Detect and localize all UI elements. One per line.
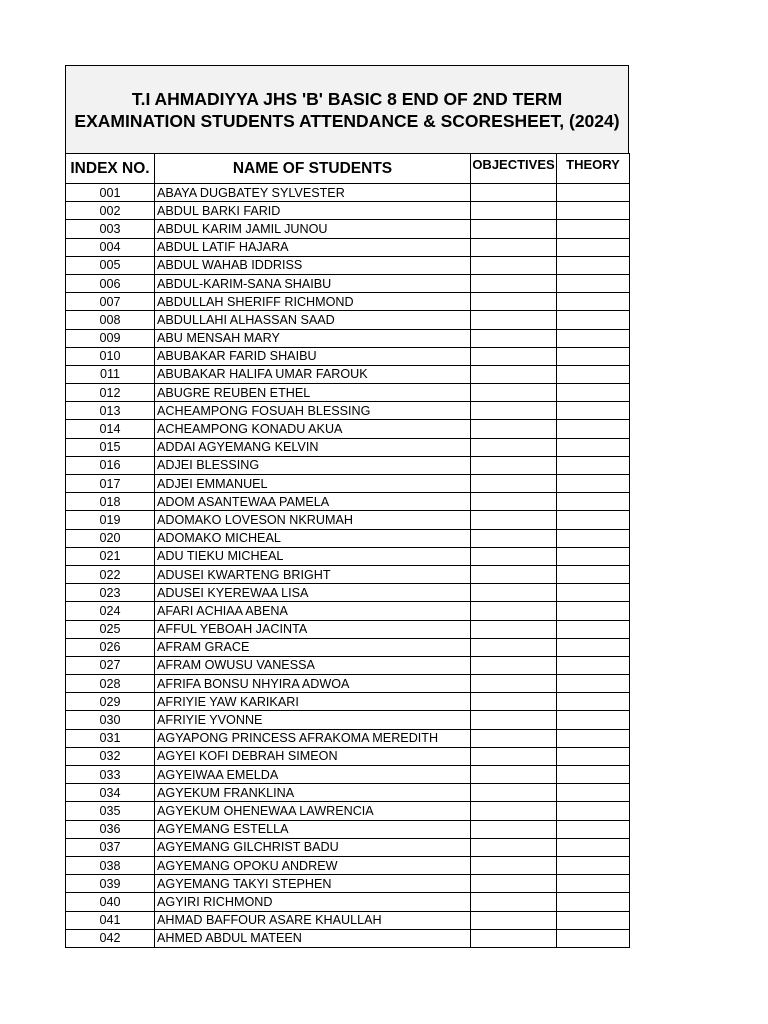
student-name-cell: AGYEMANG TAKYI STEPHEN — [155, 875, 471, 893]
student-name-cell: AHMED ABDUL MATEEN — [155, 929, 471, 947]
student-index-cell: 030 — [66, 711, 155, 729]
student-index-cell: 029 — [66, 693, 155, 711]
objectives-score-cell[interactable] — [471, 875, 557, 893]
objectives-score-cell[interactable] — [471, 911, 557, 929]
objectives-score-cell[interactable] — [471, 475, 557, 493]
table-row — [66, 784, 630, 802]
student-name-cell: AFFUL YEBOAH JACINTA — [155, 620, 471, 638]
objectives-score-cell[interactable] — [471, 893, 557, 911]
theory-score-cell[interactable] — [557, 438, 630, 456]
objectives-score-cell[interactable] — [471, 384, 557, 402]
student-index-cell: 041 — [66, 911, 155, 929]
table-row — [66, 456, 630, 474]
student-index-cell: 034 — [66, 784, 155, 802]
table-row — [66, 747, 630, 765]
table-row — [66, 893, 630, 911]
objectives-score-cell[interactable] — [471, 238, 557, 256]
theory-score-cell[interactable] — [557, 184, 630, 202]
student-index-cell: 018 — [66, 493, 155, 511]
theory-score-cell[interactable] — [557, 747, 630, 765]
student-name-cell: ADOMAKO LOVESON NKRUMAH — [155, 511, 471, 529]
objectives-score-cell[interactable] — [471, 274, 557, 292]
objectives-score-cell[interactable] — [471, 511, 557, 529]
student-index-cell: 038 — [66, 856, 155, 874]
table-row — [66, 711, 630, 729]
student-name-cell: ABU MENSAH MARY — [155, 329, 471, 347]
objectives-score-cell[interactable] — [471, 402, 557, 420]
student-name-cell: AFRIFA BONSU NHYIRA ADWOA — [155, 675, 471, 693]
student-index-cell: 011 — [66, 365, 155, 383]
theory-score-cell[interactable] — [557, 729, 630, 747]
student-index-cell: 033 — [66, 766, 155, 784]
objectives-score-cell[interactable] — [471, 656, 557, 674]
objectives-score-cell[interactable] — [471, 838, 557, 856]
table-row — [66, 766, 630, 784]
table-row — [66, 675, 630, 693]
objectives-score-cell[interactable] — [471, 256, 557, 274]
theory-score-cell[interactable] — [557, 547, 630, 565]
theory-score-cell[interactable] — [557, 693, 630, 711]
objectives-score-cell[interactable] — [471, 184, 557, 202]
student-name-cell: AFRAM OWUSU VANESSA — [155, 656, 471, 674]
objectives-score-cell[interactable] — [471, 220, 557, 238]
student-index-cell: 040 — [66, 893, 155, 911]
table-row — [66, 602, 630, 620]
student-index-cell: 025 — [66, 620, 155, 638]
table-row — [66, 238, 630, 256]
student-name-cell: AFRIYIE YAW KARIKARI — [155, 693, 471, 711]
table-row — [66, 347, 630, 365]
theory-score-cell[interactable] — [557, 220, 630, 238]
student-index-cell: 017 — [66, 475, 155, 493]
sheet-title-box — [65, 65, 629, 153]
student-name-cell: ADU TIEKU MICHEAL — [155, 547, 471, 565]
table-row — [66, 584, 630, 602]
theory-score-cell[interactable] — [557, 274, 630, 292]
student-index-cell: 006 — [66, 274, 155, 292]
student-name-cell: AGYEKUM FRANKLINA — [155, 784, 471, 802]
table-row — [66, 929, 630, 947]
objectives-score-cell[interactable] — [471, 529, 557, 547]
student-name-cell: AGYEKUM OHENEWAA LAWRENCIA — [155, 802, 471, 820]
objectives-score-cell[interactable] — [471, 675, 557, 693]
objectives-score-cell[interactable] — [471, 929, 557, 947]
table-row — [66, 820, 630, 838]
student-name-cell: ADOMAKO MICHEAL — [155, 529, 471, 547]
theory-score-cell[interactable] — [557, 929, 630, 947]
table-row — [66, 729, 630, 747]
objectives-score-cell[interactable] — [471, 547, 557, 565]
objectives-score-cell[interactable] — [471, 493, 557, 511]
table-row — [66, 565, 630, 583]
theory-score-cell[interactable] — [557, 475, 630, 493]
student-index-cell: 013 — [66, 402, 155, 420]
student-index-cell: 008 — [66, 311, 155, 329]
objectives-score-cell[interactable] — [471, 329, 557, 347]
objectives-score-cell[interactable] — [471, 620, 557, 638]
table-row — [66, 184, 630, 202]
objectives-score-cell[interactable] — [471, 820, 557, 838]
student-index-cell: 004 — [66, 238, 155, 256]
student-index-cell: 031 — [66, 729, 155, 747]
table-row — [66, 293, 630, 311]
student-index-cell: 005 — [66, 256, 155, 274]
student-name-cell: ADOM ASANTEWAA PAMELA — [155, 493, 471, 511]
objectives-score-cell[interactable] — [471, 456, 557, 474]
student-index-cell: 024 — [66, 602, 155, 620]
table-row — [66, 274, 630, 292]
student-name-cell: AGYEMANG GILCHRIST BADU — [155, 838, 471, 856]
student-rows — [66, 184, 630, 948]
objectives-score-cell[interactable] — [471, 347, 557, 365]
table-row — [66, 256, 630, 274]
table-row — [66, 493, 630, 511]
theory-score-cell[interactable] — [557, 311, 630, 329]
student-name-cell: AGYIRI RICHMOND — [155, 893, 471, 911]
student-name-cell: ABAYA DUGBATEY SYLVESTER — [155, 184, 471, 202]
theory-score-cell[interactable] — [557, 911, 630, 929]
theory-score-cell[interactable] — [557, 838, 630, 856]
objectives-score-cell[interactable] — [471, 365, 557, 383]
table-row — [66, 802, 630, 820]
student-name-cell: ACHEAMPONG FOSUAH BLESSING — [155, 402, 471, 420]
student-index-cell: 021 — [66, 547, 155, 565]
table-row — [66, 693, 630, 711]
objectives-score-cell[interactable] — [471, 311, 557, 329]
theory-score-cell[interactable] — [557, 511, 630, 529]
objectives-score-cell[interactable] — [471, 565, 557, 583]
student-name-cell: ABUBAKAR FARID SHAIBU — [155, 347, 471, 365]
student-name-cell: AFRIYIE YVONNE — [155, 711, 471, 729]
student-name-cell: ABUBAKAR HALIFA UMAR FAROUK — [155, 365, 471, 383]
theory-score-cell[interactable] — [557, 238, 630, 256]
student-name-cell: ADDAI AGYEMANG KELVIN — [155, 438, 471, 456]
scoresheet — [65, 65, 629, 948]
table-row — [66, 311, 630, 329]
theory-score-cell[interactable] — [557, 565, 630, 583]
table-header-row — [66, 154, 630, 184]
objectives-score-cell[interactable] — [471, 202, 557, 220]
student-index-cell: 037 — [66, 838, 155, 856]
student-index-cell: 009 — [66, 329, 155, 347]
theory-score-cell[interactable] — [557, 638, 630, 656]
table-row — [66, 875, 630, 893]
table-row — [66, 329, 630, 347]
theory-score-cell[interactable] — [557, 493, 630, 511]
objectives-score-cell[interactable] — [471, 802, 557, 820]
objectives-score-cell[interactable] — [471, 602, 557, 620]
theory-score-cell[interactable] — [557, 856, 630, 874]
theory-score-cell[interactable] — [557, 456, 630, 474]
table-row — [66, 420, 630, 438]
student-name-cell: ACHEAMPONG KONADU AKUA — [155, 420, 471, 438]
student-index-cell: 035 — [66, 802, 155, 820]
student-index-cell: 012 — [66, 384, 155, 402]
student-name-cell: AGYEMANG OPOKU ANDREW — [155, 856, 471, 874]
student-name-cell: AFRAM GRACE — [155, 638, 471, 656]
table-row — [66, 529, 630, 547]
table-row — [66, 384, 630, 402]
student-index-cell: 010 — [66, 347, 155, 365]
theory-score-cell[interactable] — [557, 329, 630, 347]
objectives-score-cell[interactable] — [471, 420, 557, 438]
student-index-cell: 023 — [66, 584, 155, 602]
student-name-cell: ABDULLAH SHERIFF RICHMOND — [155, 293, 471, 311]
theory-score-cell[interactable] — [557, 711, 630, 729]
student-index-cell: 015 — [66, 438, 155, 456]
student-index-cell: 036 — [66, 820, 155, 838]
theory-score-cell[interactable] — [557, 820, 630, 838]
student-name-cell: ABDUL-KARIM-SANA SHAIBU — [155, 274, 471, 292]
objectives-column-header: OBJECTIVES — [471, 154, 557, 184]
student-name-cell: ABDULLAHI ALHASSAN SAAD — [155, 311, 471, 329]
objectives-score-cell[interactable] — [471, 729, 557, 747]
student-name-cell: ABDUL BARKI FARID — [155, 202, 471, 220]
theory-score-cell[interactable] — [557, 584, 630, 602]
theory-score-cell[interactable] — [557, 202, 630, 220]
student-name-cell: AGYEMANG ESTELLA — [155, 820, 471, 838]
student-name-cell: AGYEIWAA EMELDA — [155, 766, 471, 784]
name-column-header: NAME OF STUDENTS — [155, 154, 471, 184]
student-index-cell: 032 — [66, 747, 155, 765]
table-row — [66, 620, 630, 638]
sheet-title-line-1: T.I AHMADIYYA JHS 'B' BASIC 8 END OF 2ND TERM — [131, 88, 563, 109]
theory-score-cell[interactable] — [557, 875, 630, 893]
table-row — [66, 511, 630, 529]
theory-score-cell[interactable] — [557, 802, 630, 820]
objectives-score-cell[interactable] — [471, 747, 557, 765]
student-index-cell: 019 — [66, 511, 155, 529]
objectives-score-cell[interactable] — [471, 638, 557, 656]
objectives-score-cell[interactable] — [471, 711, 557, 729]
table-row — [66, 911, 630, 929]
table-row — [66, 547, 630, 565]
student-name-cell: AFARI ACHIAA ABENA — [155, 602, 471, 620]
theory-score-cell[interactable] — [557, 602, 630, 620]
theory-score-cell[interactable] — [557, 384, 630, 402]
student-name-cell: ADUSEI KWARTENG BRIGHT — [155, 565, 471, 583]
objectives-score-cell[interactable] — [471, 438, 557, 456]
attendance-table — [65, 153, 630, 948]
theory-score-cell[interactable] — [557, 656, 630, 674]
theory-score-cell[interactable] — [557, 402, 630, 420]
table-row — [66, 402, 630, 420]
student-index-cell: 016 — [66, 456, 155, 474]
student-index-cell: 022 — [66, 565, 155, 583]
student-index-cell: 002 — [66, 202, 155, 220]
table-row — [66, 475, 630, 493]
student-index-cell: 028 — [66, 675, 155, 693]
theory-score-cell[interactable] — [557, 347, 630, 365]
theory-score-cell[interactable] — [557, 420, 630, 438]
table-row — [66, 656, 630, 674]
theory-score-cell[interactable] — [557, 784, 630, 802]
student-index-cell: 027 — [66, 656, 155, 674]
table-row — [66, 638, 630, 656]
student-name-cell: ABDUL KARIM JAMIL JUNOU — [155, 220, 471, 238]
index-column-header: INDEX NO. — [66, 154, 155, 184]
table-row — [66, 438, 630, 456]
theory-score-cell[interactable] — [557, 766, 630, 784]
student-name-cell: ABUGRE REUBEN ETHEL — [155, 384, 471, 402]
table-row — [66, 202, 630, 220]
objectives-score-cell[interactable] — [471, 856, 557, 874]
student-name-cell: AHMAD BAFFOUR ASARE KHAULLAH — [155, 911, 471, 929]
theory-score-cell[interactable] — [557, 365, 630, 383]
objectives-score-cell[interactable] — [471, 584, 557, 602]
table-row — [66, 220, 630, 238]
table-row — [66, 856, 630, 874]
theory-score-cell[interactable] — [557, 529, 630, 547]
student-index-cell: 003 — [66, 220, 155, 238]
theory-score-cell[interactable] — [557, 293, 630, 311]
student-name-cell: ADJEI EMMANUEL — [155, 475, 471, 493]
theory-score-cell[interactable] — [557, 620, 630, 638]
student-name-cell: ADJEI BLESSING — [155, 456, 471, 474]
theory-column-header: THEORY — [557, 154, 630, 184]
theory-score-cell[interactable] — [557, 256, 630, 274]
student-index-cell: 042 — [66, 929, 155, 947]
theory-score-cell[interactable] — [557, 675, 630, 693]
student-name-cell: ABDUL LATIF HAJARA — [155, 238, 471, 256]
student-name-cell: AGYAPONG PRINCESS AFRAKOMA MEREDITH — [155, 729, 471, 747]
student-index-cell: 039 — [66, 875, 155, 893]
objectives-score-cell[interactable] — [471, 693, 557, 711]
student-index-cell: 020 — [66, 529, 155, 547]
objectives-score-cell[interactable] — [471, 766, 557, 784]
table-row — [66, 365, 630, 383]
student-index-cell: 001 — [66, 184, 155, 202]
student-index-cell: 026 — [66, 638, 155, 656]
objectives-score-cell[interactable] — [471, 293, 557, 311]
student-index-cell: 014 — [66, 420, 155, 438]
table-row — [66, 838, 630, 856]
student-name-cell: ADUSEI KYEREWAA LISA — [155, 584, 471, 602]
student-index-cell: 007 — [66, 293, 155, 311]
objectives-score-cell[interactable] — [471, 784, 557, 802]
student-name-cell: AGYEI KOFI DEBRAH SIMEON — [155, 747, 471, 765]
theory-score-cell[interactable] — [557, 893, 630, 911]
student-name-cell: ABDUL WAHAB IDDRISS — [155, 256, 471, 274]
sheet-title-line-2: EXAMINATION STUDENTS ATTENDANCE & SCORESHEET, (2024) — [74, 110, 620, 131]
